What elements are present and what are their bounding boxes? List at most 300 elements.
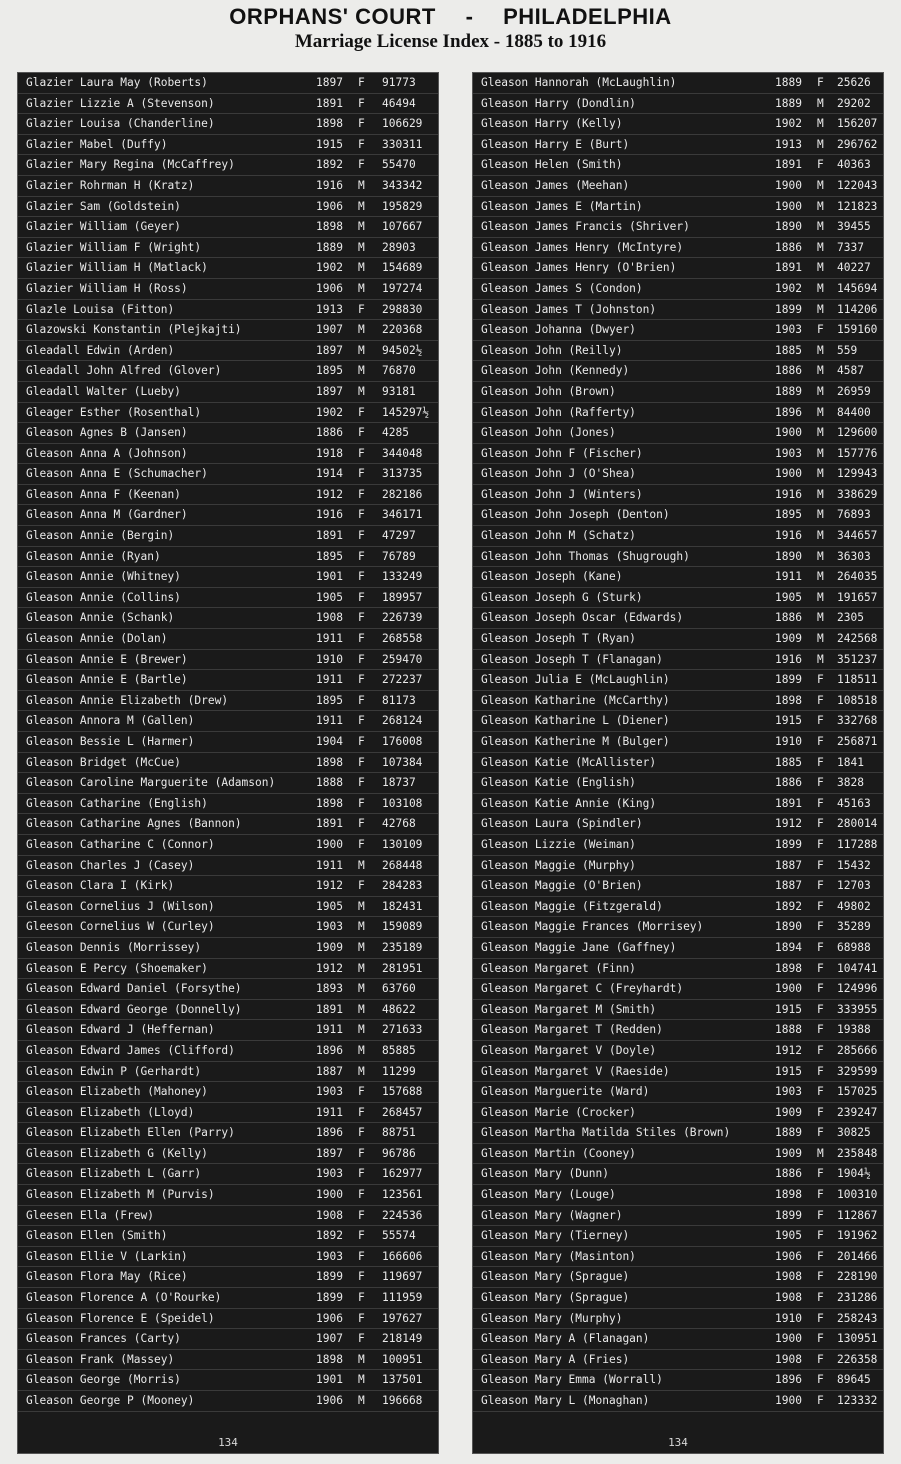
entry-name: Gleason Annie (Whitney) xyxy=(26,570,181,584)
entry-year: 1900 xyxy=(775,178,802,192)
city-title: PHILADELPHIA xyxy=(503,4,672,29)
entry-sex: M xyxy=(817,302,824,316)
entry-license-number: 15432 xyxy=(837,858,871,872)
entry-sex: F xyxy=(358,673,365,687)
entry-sex: M xyxy=(358,281,365,295)
entry-year: 1907 xyxy=(316,1332,343,1346)
index-entry xyxy=(18,773,438,794)
entry-license-number: 239247 xyxy=(837,1105,878,1119)
entry-year: 1916 xyxy=(775,529,802,543)
entry-year: 1906 xyxy=(775,1249,802,1263)
page-header xyxy=(0,4,901,54)
entry-sex: F xyxy=(358,1270,365,1284)
entry-license-number: 11299 xyxy=(382,1064,416,1078)
entry-sex: M xyxy=(358,323,365,337)
entry-license-number: 176008 xyxy=(382,735,423,748)
entry-license-number: 30825 xyxy=(837,1126,871,1140)
entry-license-number: 18737 xyxy=(382,776,416,790)
entry-license-number: 114206 xyxy=(837,302,878,316)
entry-year: 1887 xyxy=(775,858,802,872)
entry-license-number: 343342 xyxy=(382,178,423,192)
entry-year: 1909 xyxy=(316,940,343,954)
entry-year: 1897 xyxy=(316,1146,343,1160)
entry-sex: F xyxy=(817,1167,824,1181)
entry-name: Gleason John Joseph (Denton) xyxy=(481,508,670,522)
entry-license-number: 272237 xyxy=(382,673,423,687)
entry-year: 1886 xyxy=(775,364,802,378)
entry-license-number: 100951 xyxy=(382,1352,423,1366)
entry-name: Glazier William H (Matlack) xyxy=(26,261,208,275)
entry-sex: M xyxy=(358,343,365,357)
entry-license-number: 268448 xyxy=(382,858,423,872)
entry-sex: F xyxy=(817,796,824,810)
entry-year: 1908 xyxy=(316,611,343,625)
entry-year: 1908 xyxy=(775,1291,802,1305)
entry-license-number: 117288 xyxy=(837,837,878,851)
index-entry xyxy=(473,1309,883,1330)
entry-license-number: 3828 xyxy=(837,776,864,790)
entry-year: 1903 xyxy=(316,1249,343,1263)
entry-year: 1906 xyxy=(316,281,343,295)
index-entry xyxy=(18,1206,438,1227)
entry-license-number: 191657 xyxy=(837,590,878,604)
index-entry xyxy=(18,1062,438,1083)
entry-license-number: 329599 xyxy=(837,1064,878,1078)
entry-year: 1908 xyxy=(316,1208,343,1222)
entry-sex: M xyxy=(817,467,824,481)
entry-year: 1900 xyxy=(775,1394,802,1407)
header-title xyxy=(0,4,901,30)
index-entry xyxy=(18,979,438,1000)
entry-year: 1915 xyxy=(316,137,343,151)
entry-name: Gleason Elizabeth G (Kelly) xyxy=(26,1146,208,1160)
index-entry xyxy=(473,1370,883,1391)
entry-year: 1889 xyxy=(775,384,802,398)
index-entry xyxy=(18,361,438,382)
entry-year: 1899 xyxy=(316,1270,343,1284)
entry-license-number: 63760 xyxy=(382,982,416,996)
entry-year: 1891 xyxy=(316,529,343,543)
entry-license-number: 201466 xyxy=(837,1249,878,1263)
entry-sex: F xyxy=(817,1311,824,1325)
entry-license-number: 88751 xyxy=(382,1126,416,1140)
entry-year: 1900 xyxy=(775,982,802,996)
entry-license-number: 35289 xyxy=(837,920,871,934)
index-entry xyxy=(473,320,883,341)
entry-name: Gleason Elizabeth (Mahoney) xyxy=(26,1085,208,1099)
entry-license-number: 268124 xyxy=(382,714,423,728)
entry-year: 1895 xyxy=(316,364,343,378)
entry-sex: M xyxy=(817,240,824,254)
index-entry xyxy=(18,1020,438,1041)
entry-year: 1898 xyxy=(316,220,343,234)
index-entry xyxy=(473,1329,883,1350)
entry-sex: M xyxy=(358,1394,365,1407)
entry-license-number: 333955 xyxy=(837,1002,878,1016)
entry-year: 1886 xyxy=(316,426,343,440)
entry-year: 1912 xyxy=(316,487,343,501)
entry-sex: M xyxy=(358,1002,365,1016)
entry-year: 1908 xyxy=(775,1352,802,1366)
entry-year: 1911 xyxy=(316,1023,343,1037)
entry-license-number: 220368 xyxy=(382,323,423,337)
entry-name: Gleason John M (Schatz) xyxy=(481,529,636,543)
entry-license-number: 195829 xyxy=(382,199,423,213)
index-entry xyxy=(473,876,883,897)
entry-sex: F xyxy=(817,1043,824,1057)
index-entry xyxy=(18,1267,438,1288)
index-entry xyxy=(473,732,883,753)
entry-name: Gleason Harry (Kelly) xyxy=(481,117,623,131)
entry-year: 1891 xyxy=(316,1002,343,1016)
entry-license-number: 76893 xyxy=(837,508,871,522)
entry-year: 1890 xyxy=(775,920,802,934)
index-entry xyxy=(18,485,438,506)
entry-license-number: 258243 xyxy=(837,1311,878,1325)
entry-name: Gleason Katie (McAllister) xyxy=(481,755,657,769)
entry-year: 1900 xyxy=(316,1188,343,1202)
index-entry xyxy=(18,403,438,424)
index-entry xyxy=(473,588,883,609)
entry-license-number: 119697 xyxy=(382,1270,423,1284)
entry-license-number: 332768 xyxy=(837,714,878,728)
entry-year: 1903 xyxy=(775,446,802,460)
entry-sex: F xyxy=(358,1085,365,1099)
index-entry xyxy=(18,258,438,279)
index-entry xyxy=(18,711,438,732)
entry-name: Gleason Elizabeth (Lloyd) xyxy=(26,1105,195,1119)
entry-sex: F xyxy=(817,1291,824,1305)
entry-name: Gleason Margaret (Finn) xyxy=(481,961,636,975)
entry-name: Gleason Annie E (Bartle) xyxy=(26,673,188,687)
index-entry xyxy=(473,1391,883,1412)
entry-name: Gleason Annie (Collins) xyxy=(26,590,181,604)
entry-sex: F xyxy=(358,446,365,460)
entry-license-number: 271633 xyxy=(382,1023,423,1037)
entry-sex: F xyxy=(358,1188,365,1202)
entry-year: 1886 xyxy=(775,240,802,254)
entry-name: Gleason Clara I (Kirk) xyxy=(26,879,175,893)
entry-sex: M xyxy=(358,982,365,996)
entry-name: Gleason Helen (Smith) xyxy=(481,158,623,172)
entry-name: Gleason Lizzie (Weiman) xyxy=(481,837,636,851)
index-entry xyxy=(473,670,883,691)
index-entry xyxy=(18,876,438,897)
index-entry xyxy=(18,1144,438,1165)
index-entry xyxy=(473,711,883,732)
entry-sex: F xyxy=(358,302,365,316)
index-entry xyxy=(18,1370,438,1391)
entry-sex: F xyxy=(358,1332,365,1346)
entry-license-number: 107667 xyxy=(382,220,423,234)
entry-name: Gleason Annie (Dolan) xyxy=(26,632,168,646)
entry-sex: M xyxy=(817,487,824,501)
entry-sex: M xyxy=(358,220,365,234)
index-entry xyxy=(18,691,438,712)
entry-sex: F xyxy=(817,1352,824,1366)
entry-year: 1907 xyxy=(316,323,343,337)
entry-license-number: 268457 xyxy=(382,1105,423,1119)
entry-license-number: 107384 xyxy=(382,755,423,769)
entry-license-number: 133249 xyxy=(382,570,423,584)
index-entry xyxy=(18,279,438,300)
entry-sex: F xyxy=(817,1208,824,1222)
index-entry xyxy=(18,1350,438,1371)
entry-name: Gleason Cornelius J (Wilson) xyxy=(26,899,215,913)
index-entry xyxy=(18,73,438,94)
index-entry xyxy=(473,382,883,403)
entry-name: Gleason Catharine Agnes (Bannon) xyxy=(26,817,242,831)
entry-year: 1903 xyxy=(316,1167,343,1181)
entry-license-number: 157688 xyxy=(382,1085,423,1099)
entry-name: Gleason Joseph Oscar (Edwards) xyxy=(481,611,684,625)
index-entry xyxy=(473,897,883,918)
entry-name: Glazier William (Geyer) xyxy=(26,220,181,234)
entry-sex: F xyxy=(817,1105,824,1119)
entry-name: Gleason Joseph (Kane) xyxy=(481,570,623,584)
index-entry xyxy=(18,650,438,671)
entry-sex: F xyxy=(817,837,824,851)
entry-year: 1903 xyxy=(316,920,343,934)
entry-sex: F xyxy=(358,590,365,604)
entry-sex: F xyxy=(817,1270,824,1284)
index-entry xyxy=(473,361,883,382)
index-entry xyxy=(18,856,438,877)
index-entry xyxy=(473,917,883,938)
entry-year: 1893 xyxy=(316,982,343,996)
index-entry xyxy=(473,423,883,444)
entry-name: Gleason Margaret C (Freyhardt) xyxy=(481,982,684,996)
entry-year: 1906 xyxy=(316,1311,343,1325)
entry-name: Gleason Maggie (Fitzgerald) xyxy=(481,899,663,913)
entry-license-number: 282186 xyxy=(382,487,423,501)
entry-license-number: 48622 xyxy=(382,1002,416,1016)
entry-sex: F xyxy=(358,879,365,893)
entry-license-number: 76870 xyxy=(382,364,416,378)
entry-sex: F xyxy=(358,1229,365,1243)
index-entry xyxy=(18,1226,438,1247)
entry-sex: F xyxy=(817,735,824,748)
entry-year: 1903 xyxy=(775,323,802,337)
entry-sex: M xyxy=(817,117,824,131)
entry-sex: F xyxy=(817,1085,824,1099)
entry-license-number: 197274 xyxy=(382,281,423,295)
index-entry xyxy=(473,1062,883,1083)
entry-license-number: 122043 xyxy=(837,178,878,192)
left-page-number: 134 xyxy=(218,1436,238,1449)
entry-year: 1916 xyxy=(775,652,802,666)
entry-sex: F xyxy=(358,158,365,172)
entry-name: Gleason Mary (Sprague) xyxy=(481,1291,630,1305)
index-entry xyxy=(18,1041,438,1062)
entry-license-number: 226358 xyxy=(837,1352,878,1366)
entry-year: 1885 xyxy=(775,343,802,357)
entry-sex: F xyxy=(817,961,824,975)
index-entry xyxy=(473,135,883,156)
entry-year: 1914 xyxy=(316,467,343,481)
entry-sex: M xyxy=(358,261,365,275)
entry-sex: F xyxy=(358,735,365,748)
entry-license-number: 108518 xyxy=(837,693,878,707)
entry-year: 1898 xyxy=(316,117,343,131)
entry-license-number: 2305 xyxy=(837,611,864,625)
entry-year: 1906 xyxy=(316,1394,343,1407)
entry-sex: M xyxy=(817,426,824,440)
entry-sex: F xyxy=(358,570,365,584)
entry-license-number: 89645 xyxy=(837,1373,871,1387)
entry-name: Gleason Annie (Schank) xyxy=(26,611,175,625)
entry-year: 1905 xyxy=(775,590,802,604)
entry-name: Gleason Anna A (Johnson) xyxy=(26,446,188,460)
entry-sex: F xyxy=(358,837,365,851)
entry-sex: F xyxy=(358,137,365,151)
entry-sex: F xyxy=(817,817,824,831)
index-entry xyxy=(18,1288,438,1309)
entry-name: Gleason Julia E (McLaughlin) xyxy=(481,673,670,687)
entry-year: 1915 xyxy=(775,1002,802,1016)
entry-year: 1911 xyxy=(316,714,343,728)
entry-name: Gleason Katie (English) xyxy=(481,776,636,790)
entry-license-number: 84400 xyxy=(837,405,871,419)
entry-license-number: 7337 xyxy=(837,240,864,254)
entry-sex: F xyxy=(817,1023,824,1037)
entry-license-number: 145297½ xyxy=(382,405,430,419)
entry-license-number: 29202 xyxy=(837,96,871,110)
index-entry xyxy=(473,773,883,794)
entry-license-number: 256871 xyxy=(837,735,878,748)
index-entry xyxy=(473,650,883,671)
entry-license-number: 123561 xyxy=(382,1188,423,1202)
entry-year: 1900 xyxy=(775,467,802,481)
entry-name: Glazier Mabel (Duffy) xyxy=(26,137,168,151)
entry-license-number: 285666 xyxy=(837,1043,878,1057)
entry-name: Gleason John J (Winters) xyxy=(481,487,643,501)
entry-name: Gleason Florence E (Speidel) xyxy=(26,1311,215,1325)
entry-name: Gleason Mary (Murphy) xyxy=(481,1311,623,1325)
entry-year: 1899 xyxy=(775,837,802,851)
entry-name: Gleason Maggie Frances (Morrisey) xyxy=(481,920,704,934)
entry-license-number: 40363 xyxy=(837,158,871,172)
entry-year: 1911 xyxy=(316,673,343,687)
entry-year: 1901 xyxy=(316,570,343,584)
entry-license-number: 124996 xyxy=(837,982,878,996)
entry-sex: M xyxy=(817,137,824,151)
index-entry xyxy=(473,114,883,135)
entry-sex: F xyxy=(817,899,824,913)
entry-sex: M xyxy=(817,446,824,460)
entry-name: Glazowski Konstantin (Plejkajti) xyxy=(26,323,242,337)
entry-name: Gleason Elizabeth L (Garr) xyxy=(26,1167,202,1181)
entry-license-number: 104741 xyxy=(837,961,878,975)
entry-name: Gleason Edward Daniel (Forsythe) xyxy=(26,982,242,996)
entry-name: Gleason Laura (Spindler) xyxy=(481,817,643,831)
entry-name: Gleason Annie E (Brewer) xyxy=(26,652,188,666)
entry-license-number: 46494 xyxy=(382,96,416,110)
entry-name: Gleason Edwin P (Gerhardt) xyxy=(26,1064,202,1078)
entry-sex: M xyxy=(358,384,365,398)
index-entry xyxy=(473,464,883,485)
entry-name: Glazier William F (Wright) xyxy=(26,240,202,254)
index-entry xyxy=(473,1288,883,1309)
entry-year: 1908 xyxy=(775,1270,802,1284)
entry-license-number: 226739 xyxy=(382,611,423,625)
index-entry xyxy=(18,814,438,835)
entry-sex: F xyxy=(817,858,824,872)
index-entry xyxy=(473,300,883,321)
entry-license-number: 55470 xyxy=(382,158,416,172)
entry-license-number: 159160 xyxy=(837,323,878,337)
entry-name: Gleason Elizabeth Ellen (Parry) xyxy=(26,1126,235,1140)
entry-license-number: 298830 xyxy=(382,302,423,316)
entry-name: Gleason Anna M (Gardner) xyxy=(26,508,188,522)
entry-name: Gleason Mary (Louge) xyxy=(481,1188,616,1202)
entry-license-number: 346171 xyxy=(382,508,423,522)
index-entry xyxy=(473,1123,883,1144)
index-entry xyxy=(473,835,883,856)
entry-year: 1900 xyxy=(775,426,802,440)
entry-license-number: 196668 xyxy=(382,1394,423,1407)
entry-name: Gleason John (Brown) xyxy=(481,384,616,398)
court-title: ORPHANS' COURT xyxy=(229,4,436,29)
title-separator: - xyxy=(465,4,474,29)
entry-name: Glazier Laura May (Roberts) xyxy=(26,76,208,89)
entry-name: Gleason Dennis (Morrissey) xyxy=(26,940,202,954)
index-entry xyxy=(18,464,438,485)
entry-year: 1897 xyxy=(316,343,343,357)
entry-license-number: 42768 xyxy=(382,817,416,831)
entry-license-number: 344657 xyxy=(837,529,878,543)
entry-year: 1895 xyxy=(775,508,802,522)
index-entry xyxy=(473,1267,883,1288)
entry-name: Gleason Martha Matilda Stiles (Brown) xyxy=(481,1126,731,1140)
entry-name: Glazier Rohrman H (Kratz) xyxy=(26,178,195,192)
index-entry xyxy=(473,1020,883,1041)
entry-name: Gleason Katie Annie (King) xyxy=(481,796,657,810)
index-entry xyxy=(18,217,438,238)
entry-name: Gleason Hannorah (McLaughlin) xyxy=(481,76,677,89)
entry-year: 1905 xyxy=(316,590,343,604)
entry-year: 1912 xyxy=(316,961,343,975)
entry-name: Gleason George P (Mooney) xyxy=(26,1394,195,1407)
index-entry xyxy=(18,114,438,135)
entry-license-number: 224536 xyxy=(382,1208,423,1222)
entry-sex: M xyxy=(817,652,824,666)
index-entry xyxy=(473,608,883,629)
index-entry xyxy=(473,1185,883,1206)
entry-year: 1916 xyxy=(775,487,802,501)
entry-sex: F xyxy=(358,755,365,769)
entry-license-number: 351237 xyxy=(837,652,878,666)
entry-license-number: 4285 xyxy=(382,426,409,440)
entry-sex: M xyxy=(358,899,365,913)
index-entry xyxy=(18,1185,438,1206)
index-entry xyxy=(473,1247,883,1268)
entry-year: 1896 xyxy=(316,1043,343,1057)
entry-sex: F xyxy=(358,1167,365,1181)
index-entry xyxy=(18,567,438,588)
entry-sex: F xyxy=(358,426,365,440)
entry-sex: F xyxy=(817,1188,824,1202)
entry-sex: M xyxy=(358,240,365,254)
entry-license-number: 130951 xyxy=(837,1332,878,1346)
entry-year: 1886 xyxy=(775,611,802,625)
entry-year: 1910 xyxy=(775,1311,802,1325)
entry-sex: F xyxy=(817,755,824,769)
entry-license-number: 268558 xyxy=(382,632,423,646)
entry-sex: M xyxy=(358,1023,365,1037)
entry-sex: M xyxy=(817,611,824,625)
entry-license-number: 157776 xyxy=(837,446,878,460)
